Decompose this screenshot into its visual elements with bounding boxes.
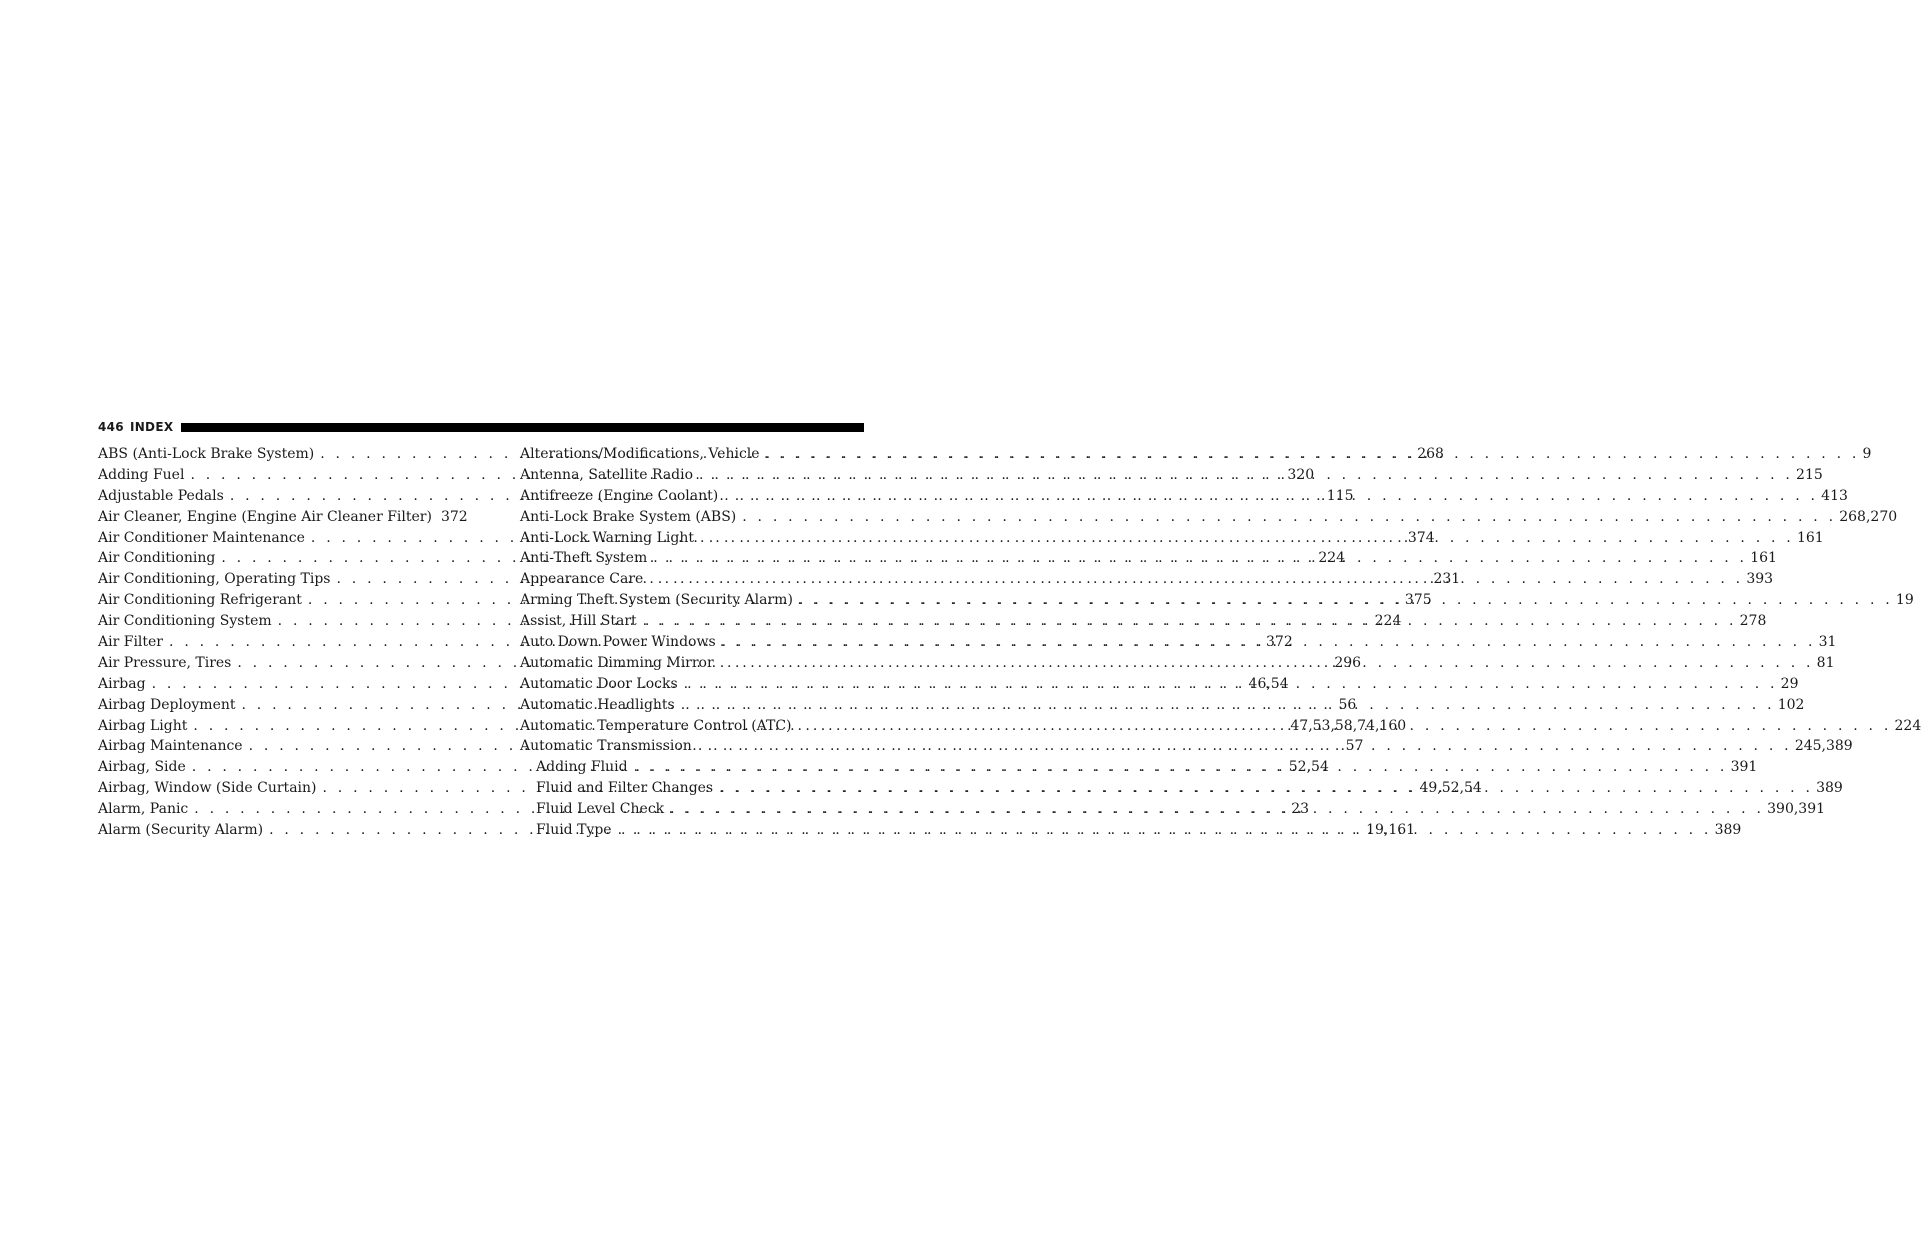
index-term: Airbag, Side xyxy=(98,759,186,776)
index-term: Air Conditioning xyxy=(98,550,216,567)
index-pages: 268,270 xyxy=(1839,508,1898,525)
index-term: Automatic Dimming Mirror xyxy=(520,654,714,671)
index-term: Airbag Maintenance xyxy=(98,738,243,755)
index-term: Automatic Door Locks xyxy=(520,675,678,692)
index-pages: 81 xyxy=(1816,654,1835,671)
index-entry xyxy=(98,507,468,528)
index-term: Automatic Transmission xyxy=(520,738,692,755)
index-pages: 372 xyxy=(1266,634,1293,651)
index-term: Adding Fluid xyxy=(536,759,628,776)
index-pages: 320 xyxy=(1287,466,1315,483)
dot-leader xyxy=(698,736,1792,757)
index-pages: 47,53,58,74,160 xyxy=(1290,717,1407,734)
index-pages: 224 xyxy=(1894,717,1921,734)
index-pages: 115 xyxy=(1326,487,1354,504)
index-term: Assist, Hill Start xyxy=(520,613,637,630)
index-term: Airbag Light xyxy=(98,717,188,734)
index-term: Alterations/Modifications, Vehicle xyxy=(520,446,760,462)
index-pages: 102 xyxy=(1777,696,1805,713)
index-term: Antifreeze (Engine Coolant) xyxy=(520,487,719,504)
index-pages: 390,391 xyxy=(1767,801,1826,818)
index-pages: 57 xyxy=(1345,738,1364,755)
index-pages: 161 xyxy=(1750,550,1777,567)
index-pages: 29 xyxy=(1780,675,1799,692)
page-number: 446 xyxy=(98,420,124,434)
index-term: Fluid Level Check xyxy=(536,801,665,818)
index-term: Air Filter xyxy=(98,634,164,651)
index-pages: 245,389 xyxy=(1794,738,1853,755)
index-term: Airbag xyxy=(98,675,146,692)
index-term: Anti-Lock Brake System (ABS) xyxy=(520,508,737,525)
index-pages: 52,54 xyxy=(1288,759,1329,776)
index-term: Automatic Temperature Control (ATC) xyxy=(520,717,792,734)
index-term: Automatic Headlights xyxy=(520,696,675,713)
index-term: Anti-Lock Warning Light xyxy=(520,529,694,546)
dot-leader xyxy=(681,695,1775,716)
dot-leader xyxy=(653,548,1747,569)
index-term: Airbag, Window (Side Curtain) xyxy=(98,780,317,797)
dot-leader xyxy=(719,778,1813,799)
dot-leader xyxy=(799,590,1893,611)
index-pages: 278 xyxy=(1739,613,1767,630)
index-pages: 224 xyxy=(1374,613,1402,630)
dot-leader xyxy=(618,820,1712,841)
index-term: Air Conditioning Refrigerant xyxy=(98,592,302,609)
index-term: Adjustable Pedals xyxy=(98,487,224,504)
index-term: Alarm, Panic xyxy=(98,801,189,818)
dot-leader xyxy=(699,465,1793,486)
index-term: Arming Theft System (Security Alarm) xyxy=(520,592,793,609)
dot-leader xyxy=(643,611,1737,632)
index-pages: 393 xyxy=(1746,571,1774,588)
index-pages: 9 xyxy=(1862,446,1872,462)
header-rule xyxy=(181,423,864,432)
dot-leader xyxy=(684,674,1778,695)
index-pages: 161 xyxy=(1796,529,1824,546)
index-term: ABS (Anti-Lock Brake System) xyxy=(98,446,315,462)
dot-leader xyxy=(634,757,1728,778)
dot-leader xyxy=(670,799,1764,820)
page-header xyxy=(98,418,864,436)
index-entry xyxy=(520,507,1898,528)
index-pages: 19 xyxy=(1895,592,1914,609)
index-pages: 389 xyxy=(1714,822,1742,839)
index-term: Fluid Type xyxy=(536,822,612,839)
index-term: Fluid and Filter Changes xyxy=(536,780,714,797)
index-pages: 268 xyxy=(1417,446,1444,462)
index-pages: 31 xyxy=(1818,634,1837,651)
index-pages: 224 xyxy=(1318,550,1346,567)
index-term: Air Cleaner, Engine (Engine Air Cleaner Filter) xyxy=(98,508,432,525)
index-pages: 413 xyxy=(1821,487,1848,504)
index-term: Adding Fuel xyxy=(98,466,185,483)
index-term: Air Conditioning System xyxy=(98,613,272,630)
index-term: Air Conditioner Maintenance xyxy=(98,529,305,546)
dot-leader xyxy=(700,528,1794,549)
index-term: Alarm (Security Alarm) xyxy=(98,822,264,839)
dot-leader xyxy=(722,632,1816,653)
index-pages: 56 xyxy=(1338,696,1357,713)
index-columns xyxy=(98,444,1921,841)
index-term: Air Pressure, Tires xyxy=(98,654,232,671)
index-pages: 296 xyxy=(1334,654,1362,671)
index-pages: 49,52,54 xyxy=(1419,780,1482,797)
dot-leader xyxy=(649,569,1743,590)
index-term: Appearance Care xyxy=(520,571,644,588)
dot-leader xyxy=(742,507,1836,528)
index-pages: 391 xyxy=(1730,759,1758,776)
index-pages: 372 xyxy=(440,508,468,525)
dot-leader xyxy=(720,653,1814,674)
index-term: Auto Down Power Windows xyxy=(520,634,716,651)
index-term: Airbag Deployment xyxy=(98,696,236,713)
index-pages: 215 xyxy=(1796,466,1823,483)
section-title: INDEX xyxy=(129,420,174,434)
index-pages: 231 xyxy=(1433,571,1461,588)
index-term: Antenna, Satellite Radio xyxy=(520,466,694,483)
dot-leader xyxy=(766,444,1860,465)
dot-leader xyxy=(724,486,1818,507)
index-pages: 374 xyxy=(1407,529,1435,546)
dot-leader xyxy=(798,716,1892,737)
index-pages: 19,161 xyxy=(1366,822,1416,839)
index-term: Air Conditioning, Operating Tips xyxy=(98,571,331,588)
index-pages: 389 xyxy=(1816,780,1843,797)
index-pages: 375 xyxy=(1404,592,1432,609)
index-pages: 23 xyxy=(1291,801,1310,818)
index-term: Anti-Theft System xyxy=(520,550,648,567)
index-pages: 46,54 xyxy=(1248,675,1289,692)
